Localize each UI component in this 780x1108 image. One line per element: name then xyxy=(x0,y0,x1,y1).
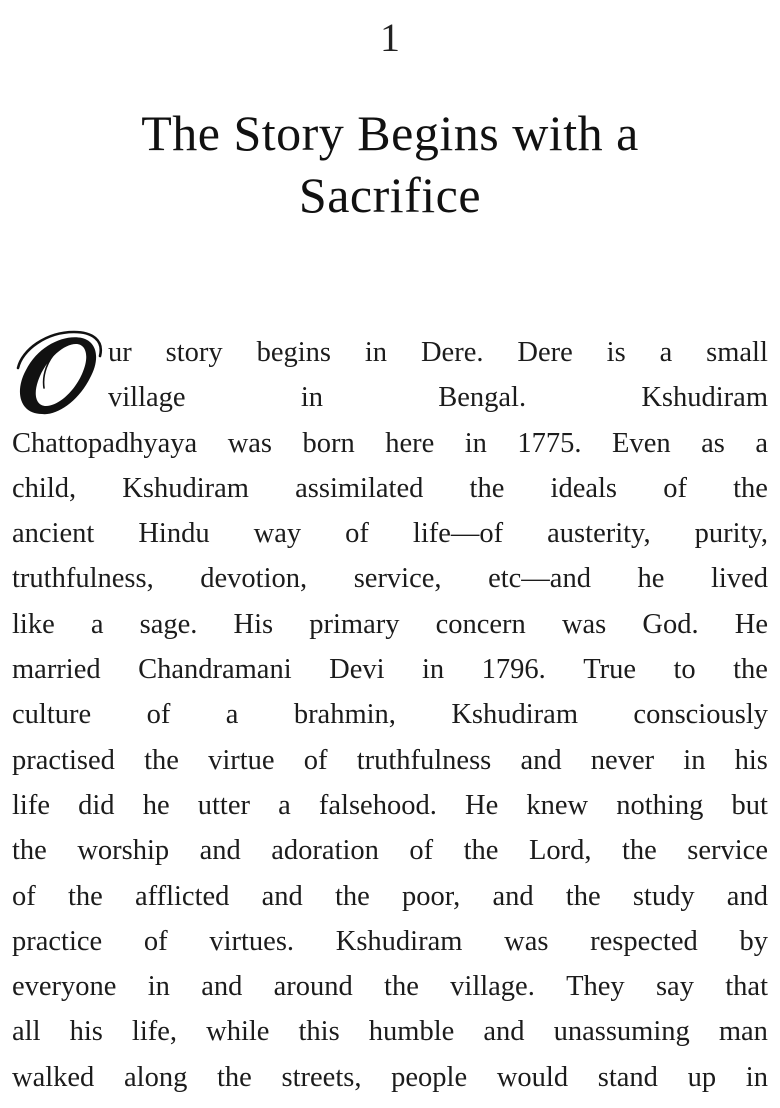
text-line-12: the worship and adoration of the Lord, the service xyxy=(12,835,768,867)
text-line-11: life did he utter a falsehood. He knew nothing but xyxy=(12,789,768,821)
text-line-1: ur story begins in Dere. Dere is a small xyxy=(108,337,768,368)
paragraph xyxy=(12,330,768,1100)
text-line-16: all his life, while this humble and unassuming man xyxy=(12,1016,768,1048)
text-line-4: child, Kshudiram assimilated the ideals of the xyxy=(12,472,768,504)
text-line-10: practised the virtue of truthfulness and never in his xyxy=(12,744,768,776)
chapter-number: 1 xyxy=(380,15,400,60)
text-line-13: of the afflicted and the poor, and the study and xyxy=(12,880,768,912)
chapter-title-line-1: The Story Begins with a xyxy=(141,105,639,161)
text-line-9: culture of a brahmin, Kshudiram consciously xyxy=(12,699,768,731)
chapter-title xyxy=(0,102,780,226)
text-line-6: truthfulness, devotion, service, etc—and he lived xyxy=(12,563,768,595)
word: Bengal. xyxy=(438,382,527,414)
drop-cap-o-icon xyxy=(12,330,104,416)
text-line-17: walked along the streets, people would stand up in xyxy=(12,1061,768,1093)
text-line-2 xyxy=(108,375,768,420)
chapter-title-line-2: Sacrifice xyxy=(298,167,482,223)
text-line-8: married Chandramani Devi in 1796. True to the xyxy=(12,654,768,686)
text-line-3: Chattopadhyaya was born here in 1775. Even as a xyxy=(12,427,768,459)
word: village xyxy=(108,382,186,414)
text-line-7: like a sage. His primary concern was God. He xyxy=(12,608,768,640)
chapter-body xyxy=(12,330,768,1100)
word: in xyxy=(300,382,323,414)
text-line-15: everyone in and around the village. They say that xyxy=(12,971,768,1003)
text-line-14: practice of virtues. Kshudiram was respected by xyxy=(12,925,768,957)
word: Kshudiram xyxy=(641,382,768,414)
text-line-5: ancient Hindu way of life—of austerity, purity, xyxy=(12,518,768,550)
